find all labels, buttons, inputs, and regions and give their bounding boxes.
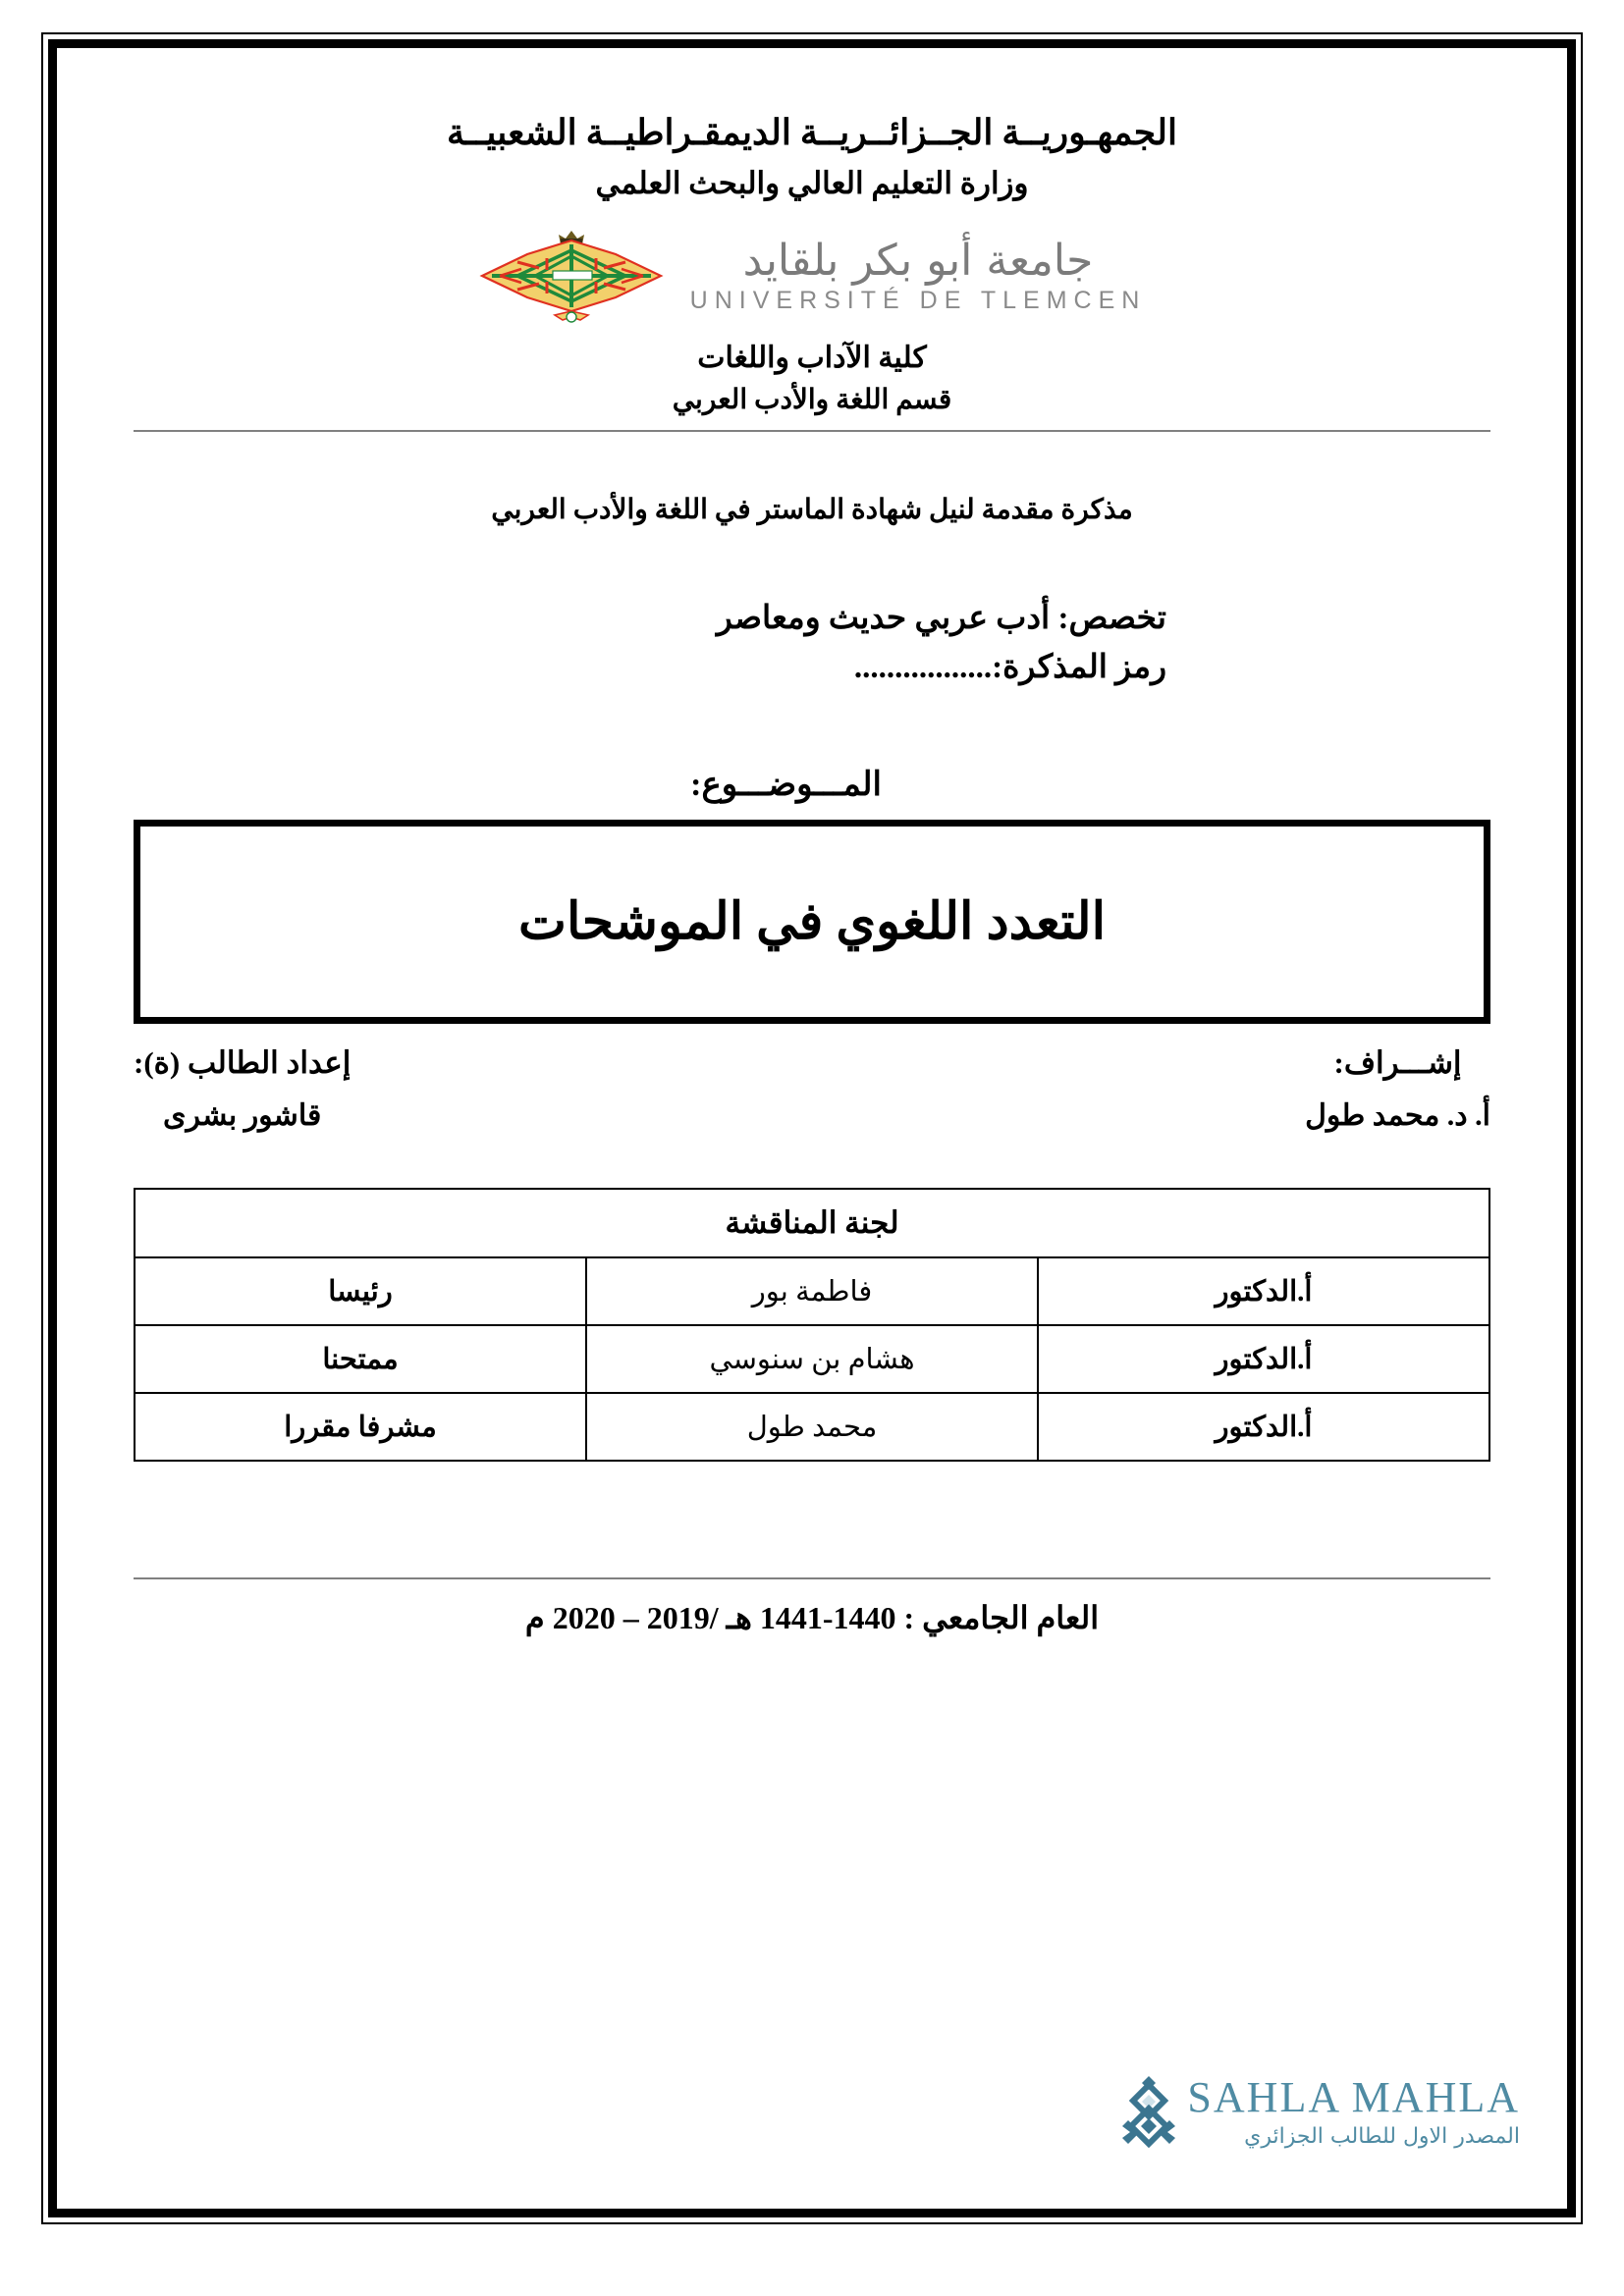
subject-label: المـــوضـــوع: <box>690 767 882 804</box>
specialization-line: تخصص: أدب عربي حديث ومعاصر <box>716 601 1166 637</box>
committee-member-role: ممتحنا <box>135 1325 586 1393</box>
committee-member-title: أ.الدكتور <box>1038 1325 1489 1393</box>
university-emblem-icon <box>478 229 665 323</box>
page-border-inner <box>48 39 1576 2217</box>
supervisor-heading: إشـــراف: <box>1333 1045 1462 1081</box>
academic-year: العام الجامعي : 1440-1441 هـ /2019 – 2020 م <box>524 1600 1100 1636</box>
sahla-mahla-logo-icon <box>1120 2075 1177 2148</box>
university-name-french: UNIVERSITÉ DE TLEMCEN <box>689 286 1147 314</box>
sahla-mahla-watermark <box>1120 2072 1520 2149</box>
committee-member-role: مشرفا مقررا <box>135 1393 586 1461</box>
republic-heading: الجمهـوريــة الجــزائــريــة الديمقـراطيــة الشعبيــة <box>447 113 1177 152</box>
footer-divider <box>134 1577 1490 1579</box>
committee-member-role: رئيسا <box>135 1257 586 1325</box>
specialization-block <box>134 595 1490 692</box>
degree-statement: مذكرة مقدمة لنيل شهادة الماستر في اللغة والأدب العربي <box>491 495 1133 526</box>
header-divider <box>134 430 1490 432</box>
page-border-outer <box>41 32 1583 2224</box>
committee-member-name: هشام بن سنوسي <box>586 1325 1038 1393</box>
table-row <box>135 1393 1489 1461</box>
watermark-text <box>1187 2072 1520 2149</box>
university-name-arabic: جامعة أبو بكر بلقايد <box>742 235 1094 286</box>
ministry-heading: وزارة التعليم العالي والبحث العلمي <box>595 165 1029 200</box>
committee-title: لجنة المناقشة <box>135 1189 1489 1257</box>
student-name: قاشور بشرى <box>163 1099 322 1133</box>
committee-member-name: فاطمة بور <box>586 1257 1038 1325</box>
thesis-title: التعدد اللغوي في الموشحات <box>517 894 1107 951</box>
thesis-title-box <box>134 820 1490 1024</box>
committee-table <box>134 1188 1490 1462</box>
faculty-name: كلية الآداب واللغات <box>697 342 927 375</box>
student-heading: إعداد الطالب (ة): <box>134 1045 352 1081</box>
cover-page-content <box>57 48 1567 2209</box>
authorship-row <box>134 1045 1490 1133</box>
supervisor-block <box>1158 1045 1490 1133</box>
table-row <box>135 1325 1489 1393</box>
committee-member-title: أ.الدكتور <box>1038 1257 1489 1325</box>
table-row <box>135 1257 1489 1325</box>
memo-code-line: رمز المذكرة:................. <box>853 649 1166 685</box>
watermark-title: SAHLA MAHLA <box>1187 2072 1520 2121</box>
department-name: قسم اللغة والأدب العربي <box>672 385 952 416</box>
committee-member-name: محمد طول <box>586 1393 1038 1461</box>
committee-header-row <box>135 1189 1489 1257</box>
supervisor-name: أ. د. محمد طول <box>1305 1099 1490 1133</box>
committee-member-title: أ.الدكتور <box>1038 1393 1489 1461</box>
university-wordmark <box>689 235 1147 314</box>
watermark-subtitle: المصدر الاول للطالب الجزائري <box>1244 2123 1520 2149</box>
committee-body <box>135 1257 1489 1461</box>
student-block <box>134 1045 360 1133</box>
university-identity <box>134 229 1490 323</box>
